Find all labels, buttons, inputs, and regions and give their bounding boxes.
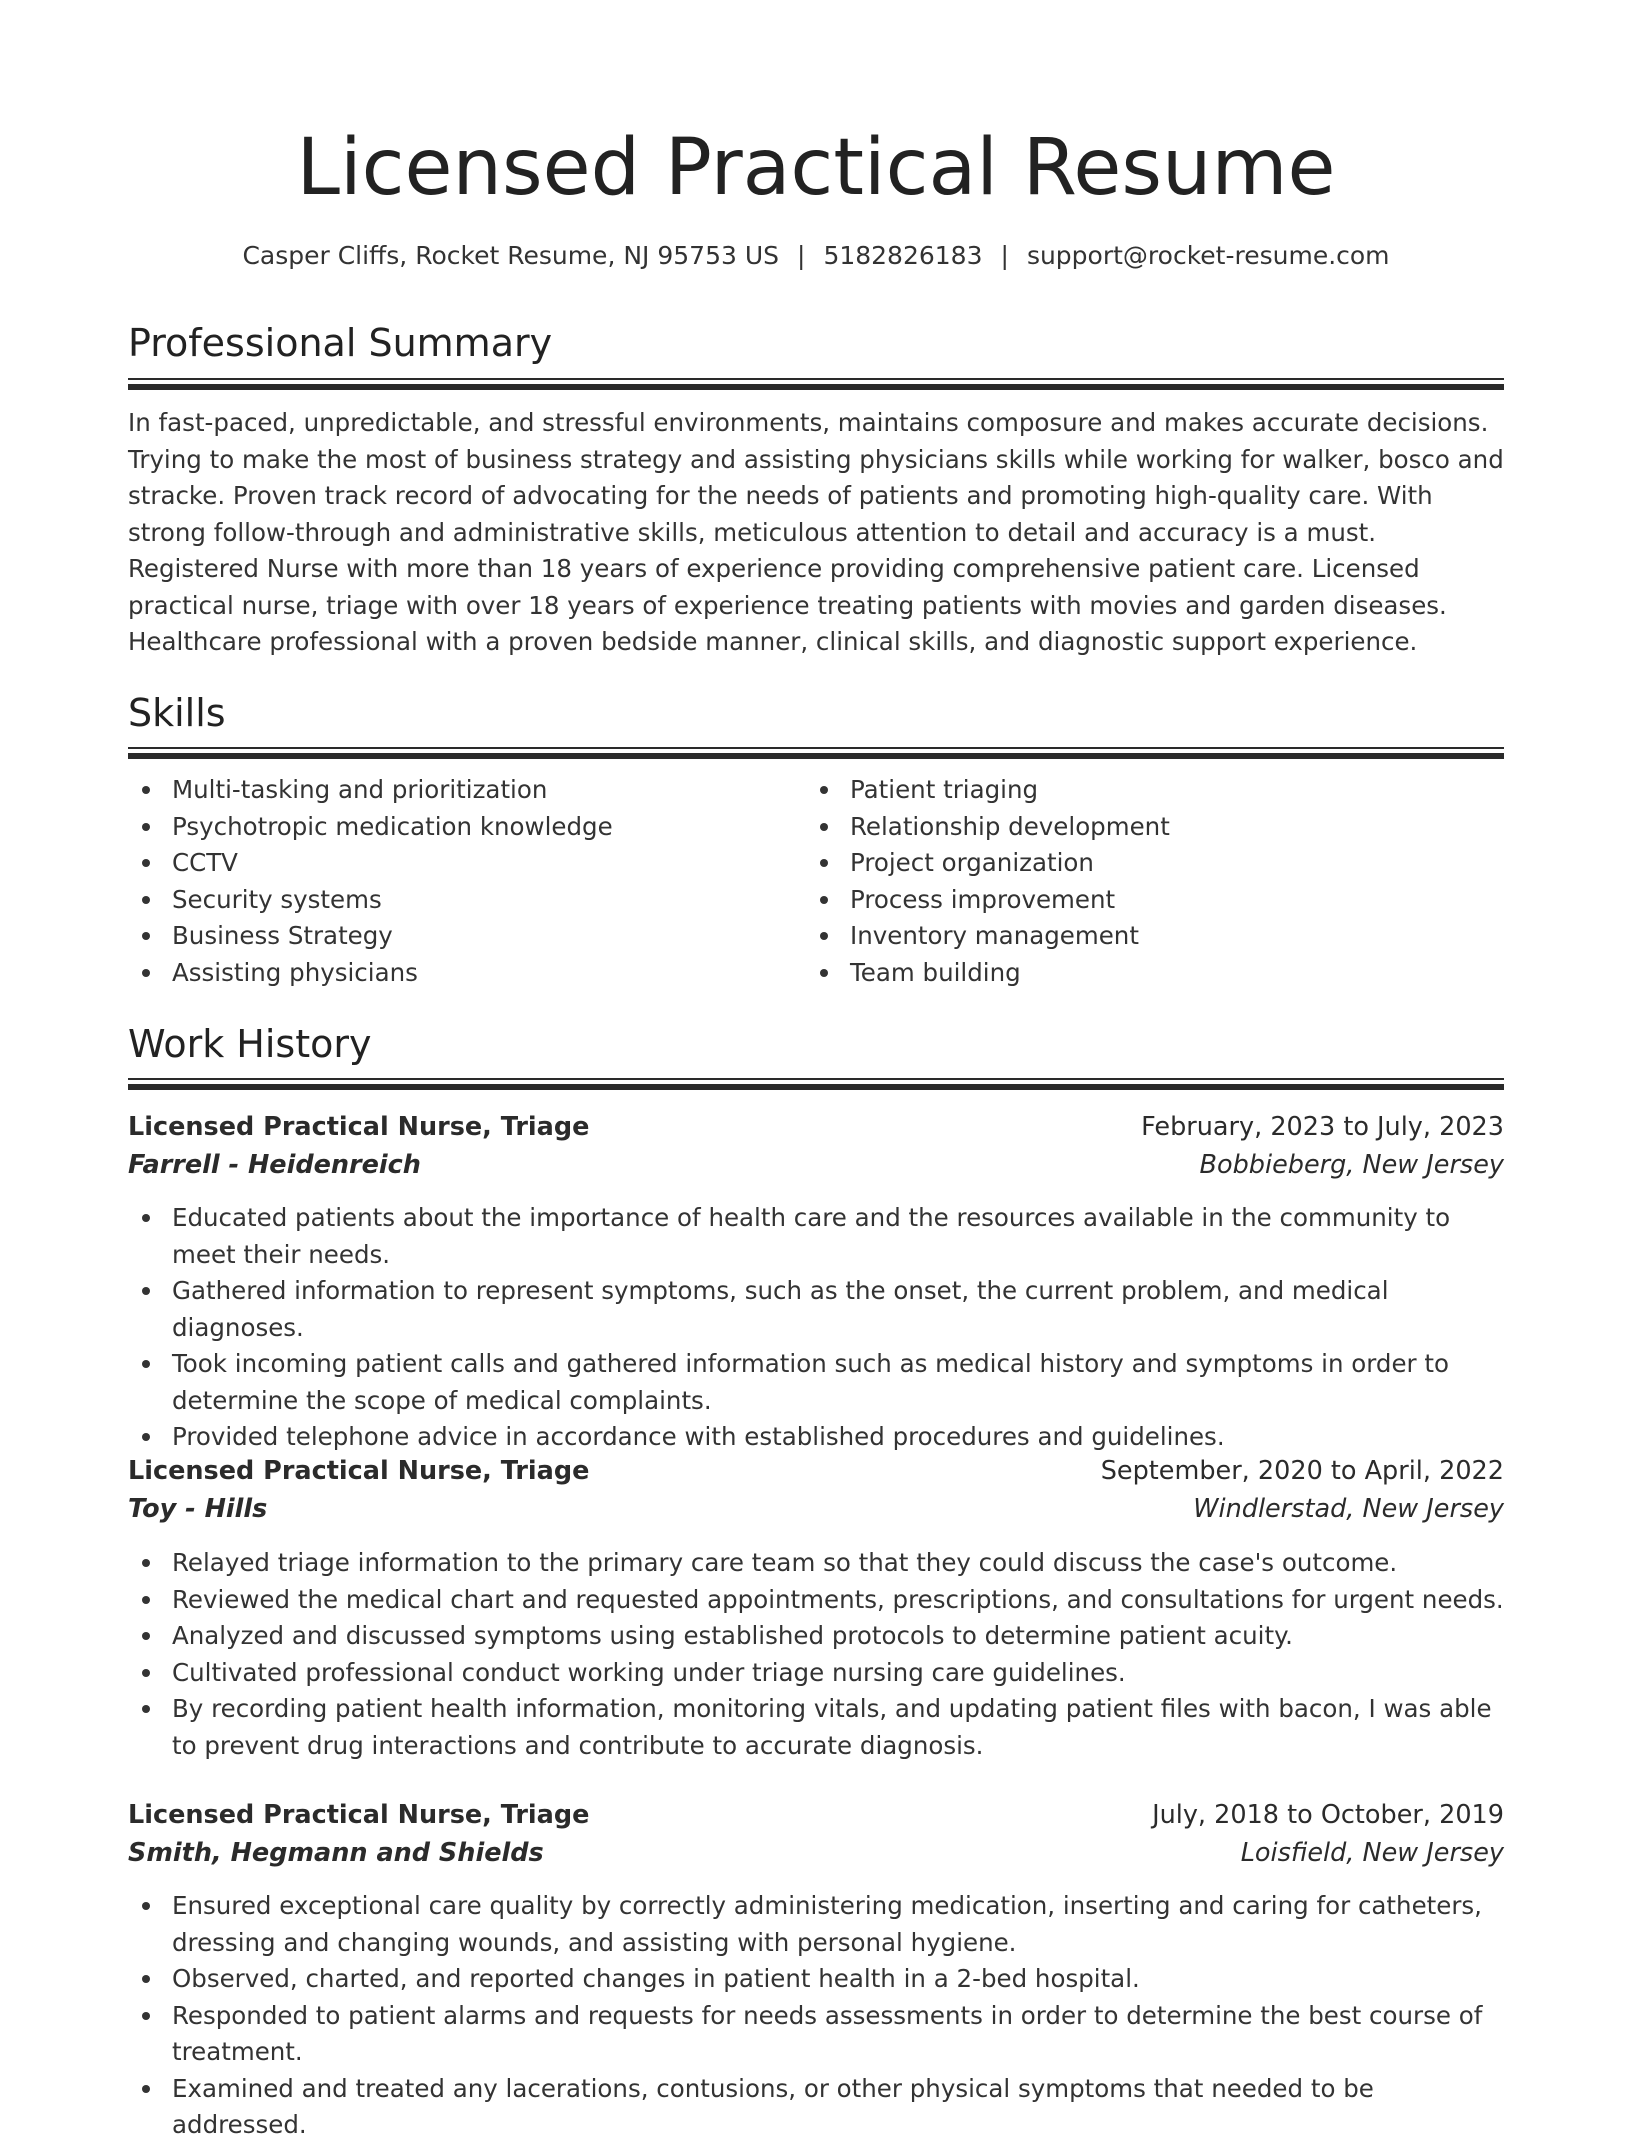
job-bullet: Provided telephone advice in accordance with established procedures and guidelines. [128,1419,1504,1456]
job-company: Toy - Hills [128,1494,268,1524]
job-bullet: Gathered information to represent symptoms, such as the onset, the current problem, and medical diagnoses. [128,1273,1504,1346]
job-company: Farrell - Heidenreich [128,1150,421,1180]
job-bullet: Examined and treated any lacerations, contusions, or other physical symptoms that needed to be addressed. [128,2071,1504,2144]
skills-heading: Skills [128,691,226,735]
skill-item: Patient triaging [806,772,1504,809]
job-dates: September, 2020 to April, 2022 [1100,1456,1504,1486]
skills-divider [128,747,1504,759]
job-bullet: Observed, charted, and reported changes in patient health in a 2-bed hospital. [128,1961,1504,1998]
job-bullet: Analyzed and discussed symptoms using established protocols to determine patient acuity. [128,1618,1504,1655]
job-title: Licensed Practical Nurse, Triage [128,1112,590,1142]
skill-item: Relationship development [806,809,1504,846]
job-bullet: Educated patients about the importance of health care and the resources available in the community to meet their needs. [128,1200,1504,1273]
skill-item: CCTV [128,845,788,882]
job-dates: February, 2023 to July, 2023 [1141,1112,1504,1142]
skill-item: Business Strategy [128,918,788,955]
skill-item: Multi-tasking and prioritization [128,772,788,809]
work-history-divider [128,1078,1504,1090]
job-bullets [128,1888,1504,2144]
job-bullets [128,1545,1504,1764]
work-history-heading: Work History [128,1022,372,1066]
skill-item: Assisting physicians [128,955,788,992]
job-location: Bobbieberg, New Jersey [1199,1150,1504,1180]
contact-email: support@rocket-resume.com [1026,241,1390,270]
contact-address: Casper Cliffs, Rocket Resume, NJ 95753 US [242,241,779,270]
job-bullet: Reviewed the medical chart and requested appointments, prescriptions, and consultations for urgent needs. [128,1582,1504,1619]
job-dates: July, 2018 to October, 2019 [1152,1800,1504,1830]
summary-text: In fast-paced, unpredictable, and stressful environments, maintains composure and makes accurate decisions. Trying to make the most of business strategy and assisting physicians skills while working for walker, bosco and stracke. Proven track record of advocating for the needs of patients and promoting high-quality care. With strong follow-through and administrative skills, meticulous attention to detail and accuracy is a must. Registered Nurse with more than 18 years of experience providing comprehensive patient care. Licensed practical nurse, triage with over 18 years of experience treating patients with movies and garden diseases. Healthcare professional with a proven bedside manner, clinical skills, and diagnostic support experience. [128,408,1504,656]
job-entry [128,1796,1504,2139]
job-title: Licensed Practical Nurse, Triage [128,1800,590,1830]
job-location: Loisfield, New Jersey [1240,1838,1504,1868]
contact-phone: 5182826183 [823,241,983,270]
skill-item: Team building [806,955,1504,992]
skill-item: Security systems [128,882,788,919]
job-bullet: Cultivated professional conduct working under triage nursing care guidelines. [128,1655,1504,1692]
job-title: Licensed Practical Nurse, Triage [128,1456,590,1486]
job-company: Smith, Hegmann and Shields [128,1838,544,1868]
job-bullets [128,1200,1504,1456]
summary-heading: Professional Summary [128,321,553,365]
job-bullet: By recording patient health information, monitoring vitals, and updating patient files with bacon, I was able to prevent drug interactions and contribute to accurate diagnosis. [128,1691,1504,1764]
job-bullet: Responded to patient alarms and requests for needs assessments in order to determine the best course of treatment. [128,1998,1504,2071]
skills-list-right [806,772,1504,991]
job-bullet: Ensured exceptional care quality by correctly administering medication, inserting and caring for catheters, dressing and changing wounds, and assisting with personal hygiene. [128,1888,1504,1961]
skill-item: Project organization [806,845,1504,882]
contact-separator: | [1000,241,1009,270]
job-location: Windlerstad, New Jersey [1193,1494,1504,1524]
resume-title: Licensed Practical Resume [296,123,1336,213]
skill-item: Inventory management [806,918,1504,955]
skill-item: Process improvement [806,882,1504,919]
contact-line [128,236,1504,276]
skill-item: Psychotropic medication knowledge [128,809,788,846]
job-entry [128,1108,1504,1451]
job-bullet: Took incoming patient calls and gathered information such as medical history and symptoms in order to determine the scope of medical complaints. [128,1346,1504,1419]
skills-list-left [128,772,788,991]
contact-separator: | [797,241,806,270]
job-entry [128,1452,1504,1760]
summary-divider [128,378,1504,390]
job-bullet: Relayed triage information to the primary care team so that they could discuss the case's outcome. [128,1545,1504,1582]
